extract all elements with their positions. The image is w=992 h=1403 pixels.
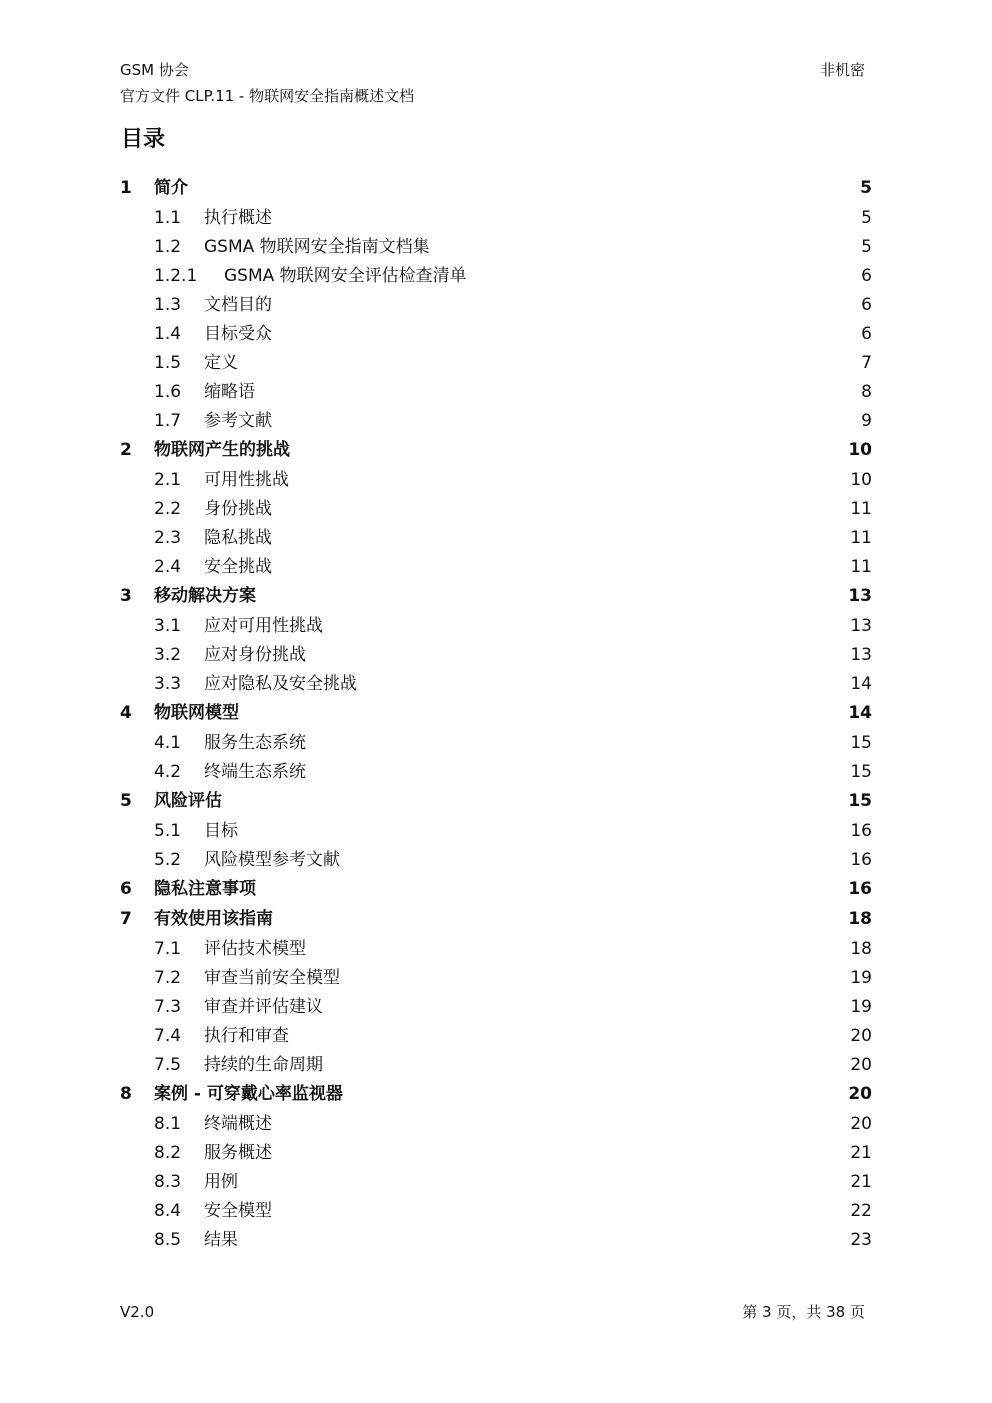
toc-entry-number: 5.2: [154, 850, 182, 870]
toc-entry-page: 13: [848, 586, 872, 606]
toc-entry[interactable]: [120, 641, 872, 670]
toc-entry-label: 目标受众: [204, 324, 272, 344]
toc-entry-label: 持续的生命周期: [204, 1055, 323, 1075]
toc-entry[interactable]: [120, 612, 872, 641]
toc-entry-page: 8: [861, 382, 872, 402]
toc-entry[interactable]: [120, 466, 872, 495]
toc-entry-label: 结果: [204, 1230, 238, 1250]
toc-entry-label: 风险评估: [154, 791, 222, 811]
toc-entry-number: 7: [120, 909, 132, 929]
toc-entry[interactable]: [120, 817, 872, 846]
toc-entry-label: 目标: [204, 821, 238, 841]
toc-entry-number: 1.3: [154, 295, 182, 315]
toc-entry[interactable]: [120, 1139, 872, 1168]
toc-entry[interactable]: [120, 407, 872, 436]
toc-entry-page: 21: [850, 1172, 872, 1192]
toc-entry-number: 1.4: [154, 324, 182, 344]
toc-entry-number: 8.3: [154, 1172, 182, 1192]
toc-entry-label: 缩略语: [204, 382, 255, 402]
toc-entry-page: 23: [850, 1230, 872, 1250]
toc-entry-page: 5: [860, 178, 872, 198]
toc-entry-number: 3.2: [154, 645, 182, 665]
toc-entry-number: 1.2: [154, 237, 182, 257]
toc-entry-number: 1.1: [154, 208, 182, 228]
toc-entry-label: 安全模型: [204, 1201, 272, 1221]
toc-entry-number: 2.3: [154, 528, 182, 548]
toc-entry-page: 6: [861, 295, 872, 315]
toc-entry-page: 16: [850, 821, 872, 841]
toc-entry-number: 3: [120, 586, 132, 606]
toc-entry[interactable]: [120, 553, 872, 582]
toc-entry-label: 审查当前安全模型: [204, 968, 340, 988]
toc-entry[interactable]: [120, 174, 872, 204]
toc-entry-number: 8.1: [154, 1114, 182, 1134]
toc-entry[interactable]: [120, 758, 872, 787]
toc-entry-label: 终端概述: [204, 1114, 272, 1134]
toc-entry[interactable]: [120, 1080, 872, 1110]
toc-entry-page: 11: [850, 528, 872, 548]
toc-entry-page: 16: [848, 879, 872, 899]
toc-entry-page: 11: [850, 557, 872, 577]
toc-entry-number: 5: [120, 791, 132, 811]
toc-entry-label: 终端生态系统: [204, 762, 306, 782]
toc-entry-page: 18: [850, 939, 872, 959]
toc-entry-number: 1.2.1: [154, 266, 198, 286]
toc-entry-number: 1.7: [154, 411, 182, 431]
toc-entry-page: 15: [850, 733, 872, 753]
toc-entry-label: 服务生态系统: [204, 733, 306, 753]
toc-entry-label: GSMA 物联网安全指南文档集: [204, 237, 430, 257]
toc-entry[interactable]: [120, 1168, 872, 1197]
footer-page-info: 第 3 页，共 38 页: [742, 1303, 865, 1321]
toc-entry-label: 定义: [204, 353, 238, 373]
toc-entry-page: 5: [861, 237, 872, 257]
toc-entry-label: 文档目的: [204, 295, 272, 315]
toc-entry-page: 16: [850, 850, 872, 870]
toc-entry-label: 用例: [204, 1172, 238, 1192]
toc-entry-label: 有效使用该指南: [154, 909, 273, 929]
header-document-title: 官方文件 CLP.11 - 物联网安全指南概述文档: [120, 87, 415, 105]
toc-entry-page: 6: [861, 266, 872, 286]
header-classification: 非机密: [819, 61, 865, 79]
toc-entry[interactable]: [120, 964, 872, 993]
toc-entry-number: 8.2: [154, 1143, 182, 1163]
toc-entry-page: 20: [850, 1055, 872, 1075]
toc-entry-label: 服务概述: [204, 1143, 272, 1163]
toc-entry-page: 10: [848, 440, 872, 460]
toc-entry-label: 应对隐私及安全挑战: [204, 674, 357, 694]
toc-entry-number: 3.1: [154, 616, 182, 636]
toc-entry-number: 2: [120, 440, 132, 460]
toc-entry-page: 22: [850, 1201, 872, 1221]
toc-entry-label: 应对身份挑战: [204, 645, 306, 665]
toc-entry-number: 2.1: [154, 470, 182, 490]
toc-entry-number: 8.5: [154, 1230, 182, 1250]
header-organization: GSM 协会: [120, 61, 189, 79]
toc-entry[interactable]: [120, 935, 872, 964]
toc-entry[interactable]: [120, 787, 872, 817]
toc-entry[interactable]: [120, 262, 872, 291]
toc-entry-number: 1.6: [154, 382, 182, 402]
table-of-contents: [120, 174, 872, 1255]
toc-entry-label: 执行概述: [204, 208, 272, 228]
toc-entry[interactable]: [120, 524, 872, 553]
toc-entry-label: 物联网产生的挑战: [154, 440, 290, 460]
toc-entry[interactable]: [120, 320, 872, 349]
toc-entry-number: 3.3: [154, 674, 182, 694]
toc-title: 目录: [121, 127, 166, 152]
toc-entry-number: 1: [120, 178, 132, 198]
toc-entry-page: 20: [850, 1114, 872, 1134]
toc-entry-number: 7.1: [154, 939, 182, 959]
toc-entry-number: 1.5: [154, 353, 182, 373]
toc-entry-number: 8: [120, 1084, 132, 1104]
toc-entry[interactable]: [120, 1110, 872, 1139]
toc-entry[interactable]: [120, 582, 872, 612]
toc-entry[interactable]: [120, 1022, 872, 1051]
toc-entry[interactable]: [120, 729, 872, 758]
toc-entry-number: 7.5: [154, 1055, 182, 1075]
toc-entry-page: 9: [861, 411, 872, 431]
toc-entry-page: 20: [850, 1026, 872, 1046]
toc-entry-page: 11: [850, 499, 872, 519]
toc-entry-page: 19: [850, 968, 872, 988]
toc-entry[interactable]: [120, 204, 872, 233]
toc-entry-label: GSMA 物联网安全评估检查清单: [224, 266, 467, 286]
toc-entry-number: 7.3: [154, 997, 182, 1017]
toc-entry-page: 15: [848, 791, 872, 811]
toc-entry[interactable]: [120, 378, 872, 407]
toc-entry-page: 5: [861, 208, 872, 228]
toc-entry-page: 10: [850, 470, 872, 490]
toc-entry[interactable]: [120, 875, 872, 905]
toc-entry-number: 4.1: [154, 733, 182, 753]
toc-entry-page: 13: [850, 645, 872, 665]
toc-entry-number: 7.2: [154, 968, 182, 988]
toc-entry-number: 5.1: [154, 821, 182, 841]
toc-entry-page: 14: [850, 674, 872, 694]
toc-entry-page: 13: [850, 616, 872, 636]
toc-entry-label: 应对可用性挑战: [204, 616, 323, 636]
toc-entry-label: 可用性挑战: [204, 470, 289, 490]
toc-entry-label: 隐私挑战: [204, 528, 272, 548]
toc-entry-number: 7.4: [154, 1026, 182, 1046]
toc-entry-label: 评估技术模型: [204, 939, 306, 959]
toc-entry-label: 案例 - 可穿戴心率监视器: [154, 1084, 343, 1104]
toc-entry[interactable]: [120, 1051, 872, 1080]
toc-entry-page: 15: [850, 762, 872, 782]
toc-entry-page: 21: [850, 1143, 872, 1163]
toc-entry-page: 18: [848, 909, 872, 929]
toc-entry[interactable]: [120, 436, 872, 466]
toc-entry-number: 2.4: [154, 557, 182, 577]
toc-entry-number: 4: [120, 703, 132, 723]
toc-entry-label: 风险模型参考文献: [204, 850, 340, 870]
toc-entry-number: 8.4: [154, 1201, 182, 1221]
toc-entry-number: 2.2: [154, 499, 182, 519]
toc-entry[interactable]: [120, 670, 872, 699]
toc-entry-label: 执行和审查: [204, 1026, 289, 1046]
toc-entry[interactable]: [120, 349, 872, 378]
toc-entry-page: 14: [848, 703, 872, 723]
toc-entry-page: 7: [861, 353, 872, 373]
footer-version: V2.0: [120, 1303, 155, 1321]
toc-entry-number: 6: [120, 879, 132, 899]
toc-entry-label: 安全挑战: [204, 557, 272, 577]
toc-entry[interactable]: [120, 233, 872, 262]
toc-entry[interactable]: [120, 495, 872, 524]
toc-entry[interactable]: [120, 993, 872, 1022]
toc-entry[interactable]: [120, 1226, 872, 1255]
toc-entry[interactable]: [120, 846, 872, 875]
toc-entry-number: 4.2: [154, 762, 182, 782]
toc-entry-page: 20: [848, 1084, 872, 1104]
toc-entry-label: 物联网模型: [154, 703, 239, 723]
toc-entry-label: 参考文献: [204, 411, 272, 431]
toc-entry-label: 简介: [154, 178, 188, 198]
toc-entry[interactable]: [120, 699, 872, 729]
toc-entry-label: 身份挑战: [204, 499, 272, 519]
toc-entry-label: 隐私注意事项: [154, 879, 256, 899]
toc-entry-page: 6: [861, 324, 872, 344]
toc-entry[interactable]: [120, 1197, 872, 1226]
toc-entry-label: 审查并评估建议: [204, 997, 323, 1017]
toc-entry[interactable]: [120, 291, 872, 320]
toc-entry-label: 移动解决方案: [154, 586, 256, 606]
toc-entry[interactable]: [120, 905, 872, 935]
toc-entry-page: 19: [850, 997, 872, 1017]
